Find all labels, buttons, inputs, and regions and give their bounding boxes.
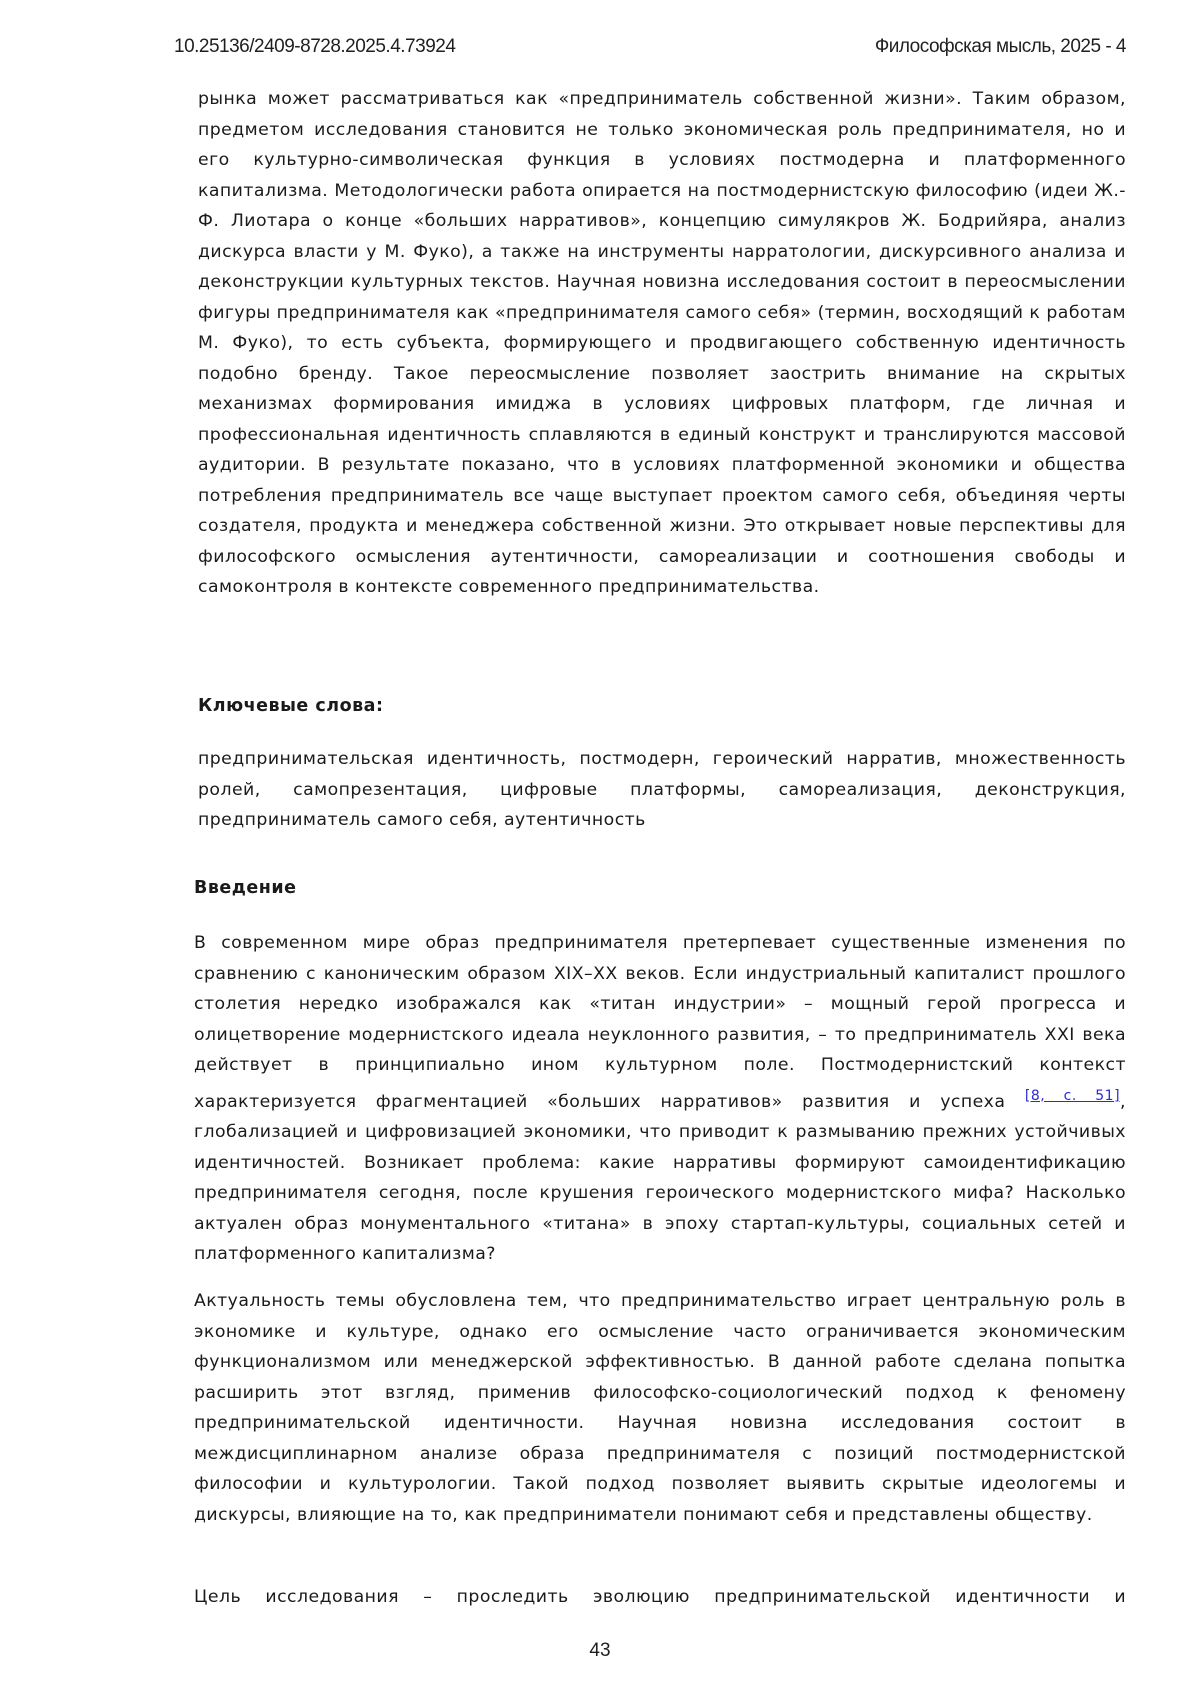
journal-issue-label: Философская мысль, 2025 - 4 xyxy=(875,36,1126,58)
running-header xyxy=(174,36,1126,62)
keywords-heading: Ключевые слова: xyxy=(198,696,383,716)
citation-link[interactable]: [8, с. 51] xyxy=(1025,1088,1120,1104)
abstract-text: рынка может рассматриваться как «предприниматель собственной жизни». Таким образом, предметом исследования становится не только экономическая роль предпринимателя, но и его культурно-символическая функция в условиях постмодерна и платформенного капитализма. Методологически работа опирается на постмодернистскую философию (идеи Ж.-Ф. Лиотара о конце «больших нарративов», концепцию симулякров Ж. Бодрийяра, анализ дискурса власти у М. Фуко), а также на инструменты нарратологии, дискурсивного анализа и деконструкции культурных текстов. Научная новизна исследования состоит в переосмыслении фигуры предпринимателя как «предпринимателя самого себя» (термин, восходящий к работам М. Фуко), то есть субъекта, формирующего и продвигающего собственную идентичность подобно бренду. Такое переосмысление позволяет заострить внимание на скрытых механизмах формирования имиджа в условиях цифровых платформ, где личная и профессиональная идентичность сплавляются в единый конструкт и транслируются массовой аудитории. В результате показано, что в условиях платформенной экономики и общества потребления предприниматель все чаще выступает проектом самого себя, объединяя черты создателя, продукта и менеджера собственной жизни. Это открывает новые перспективы для философского осмысления аутентичности, самореализации и соотношения свободы и самоконтроля в контексте современного предпринимательства. xyxy=(198,84,1126,603)
page-number: 43 xyxy=(0,1640,1200,1662)
paragraph-text: В современном мире образ предпринимателя претерпевает существенные изменения по сравнению с каноническим образом XIX–XX веков. Если индустриальный капиталист прошлого столетия нередко изображался как «титан индустрии» – мощный герой прогресса и олицетворение модернистского идеала неуклонного развития, – то предприниматель XXI века действует в принципиально ином культурном поле. Постмодернистский контекст характеризуется фрагментацией «больших нарративов» развития и успеха xyxy=(194,933,1126,1112)
doi-label: 10.25136/2409-8728.2025.4.73924 xyxy=(174,36,455,58)
keywords-list: предпринимательская идентичность, постмодерн, героический нарратив, множественность ролей, самопрезентация, цифровые платформы, самореализация, деконструкция, предприниматель самого себя, аутентичность xyxy=(198,744,1126,836)
introduction-paragraph: Актуальность темы обусловлена тем, что предпринимательство играет центральную роль в экономике и культуре, однако его осмысление часто ограничивается экономическим функционализмом или менеджерской эффективностью. В данной работе сделана попытка расширить этот взгляд, применив философско-социологический подход к феномену предпринимательской идентичности. Научная новизна исследования состоит в междисциплинарном анализе образа предпринимателя с позиций постмодернистской философии и культурологии. Такой подход позволяет выявить скрытые идеологемы и дискурсы, влияющие на то, как предприниматели понимают себя и представлены обществу. xyxy=(194,1286,1126,1530)
introduction-heading: Введение xyxy=(194,878,297,898)
introduction-paragraph xyxy=(194,928,1126,1270)
introduction-paragraph: Цель исследования – проследить эволюцию предпринимательской идентичности и xyxy=(194,1582,1126,1613)
paragraph-text: , глобализацией и цифровизацией экономики, что приводит к размыванию прежних устойчивых идентичностей. Возникает проблема: какие нарративы формируют самоидентификацию предпринимателя сегодня, после крушения героического модернистского мифа? Насколько актуален образ монументального «титана» в эпоху стартап-культуры, социальных сетей и платформенного капитализма? xyxy=(194,1092,1126,1265)
